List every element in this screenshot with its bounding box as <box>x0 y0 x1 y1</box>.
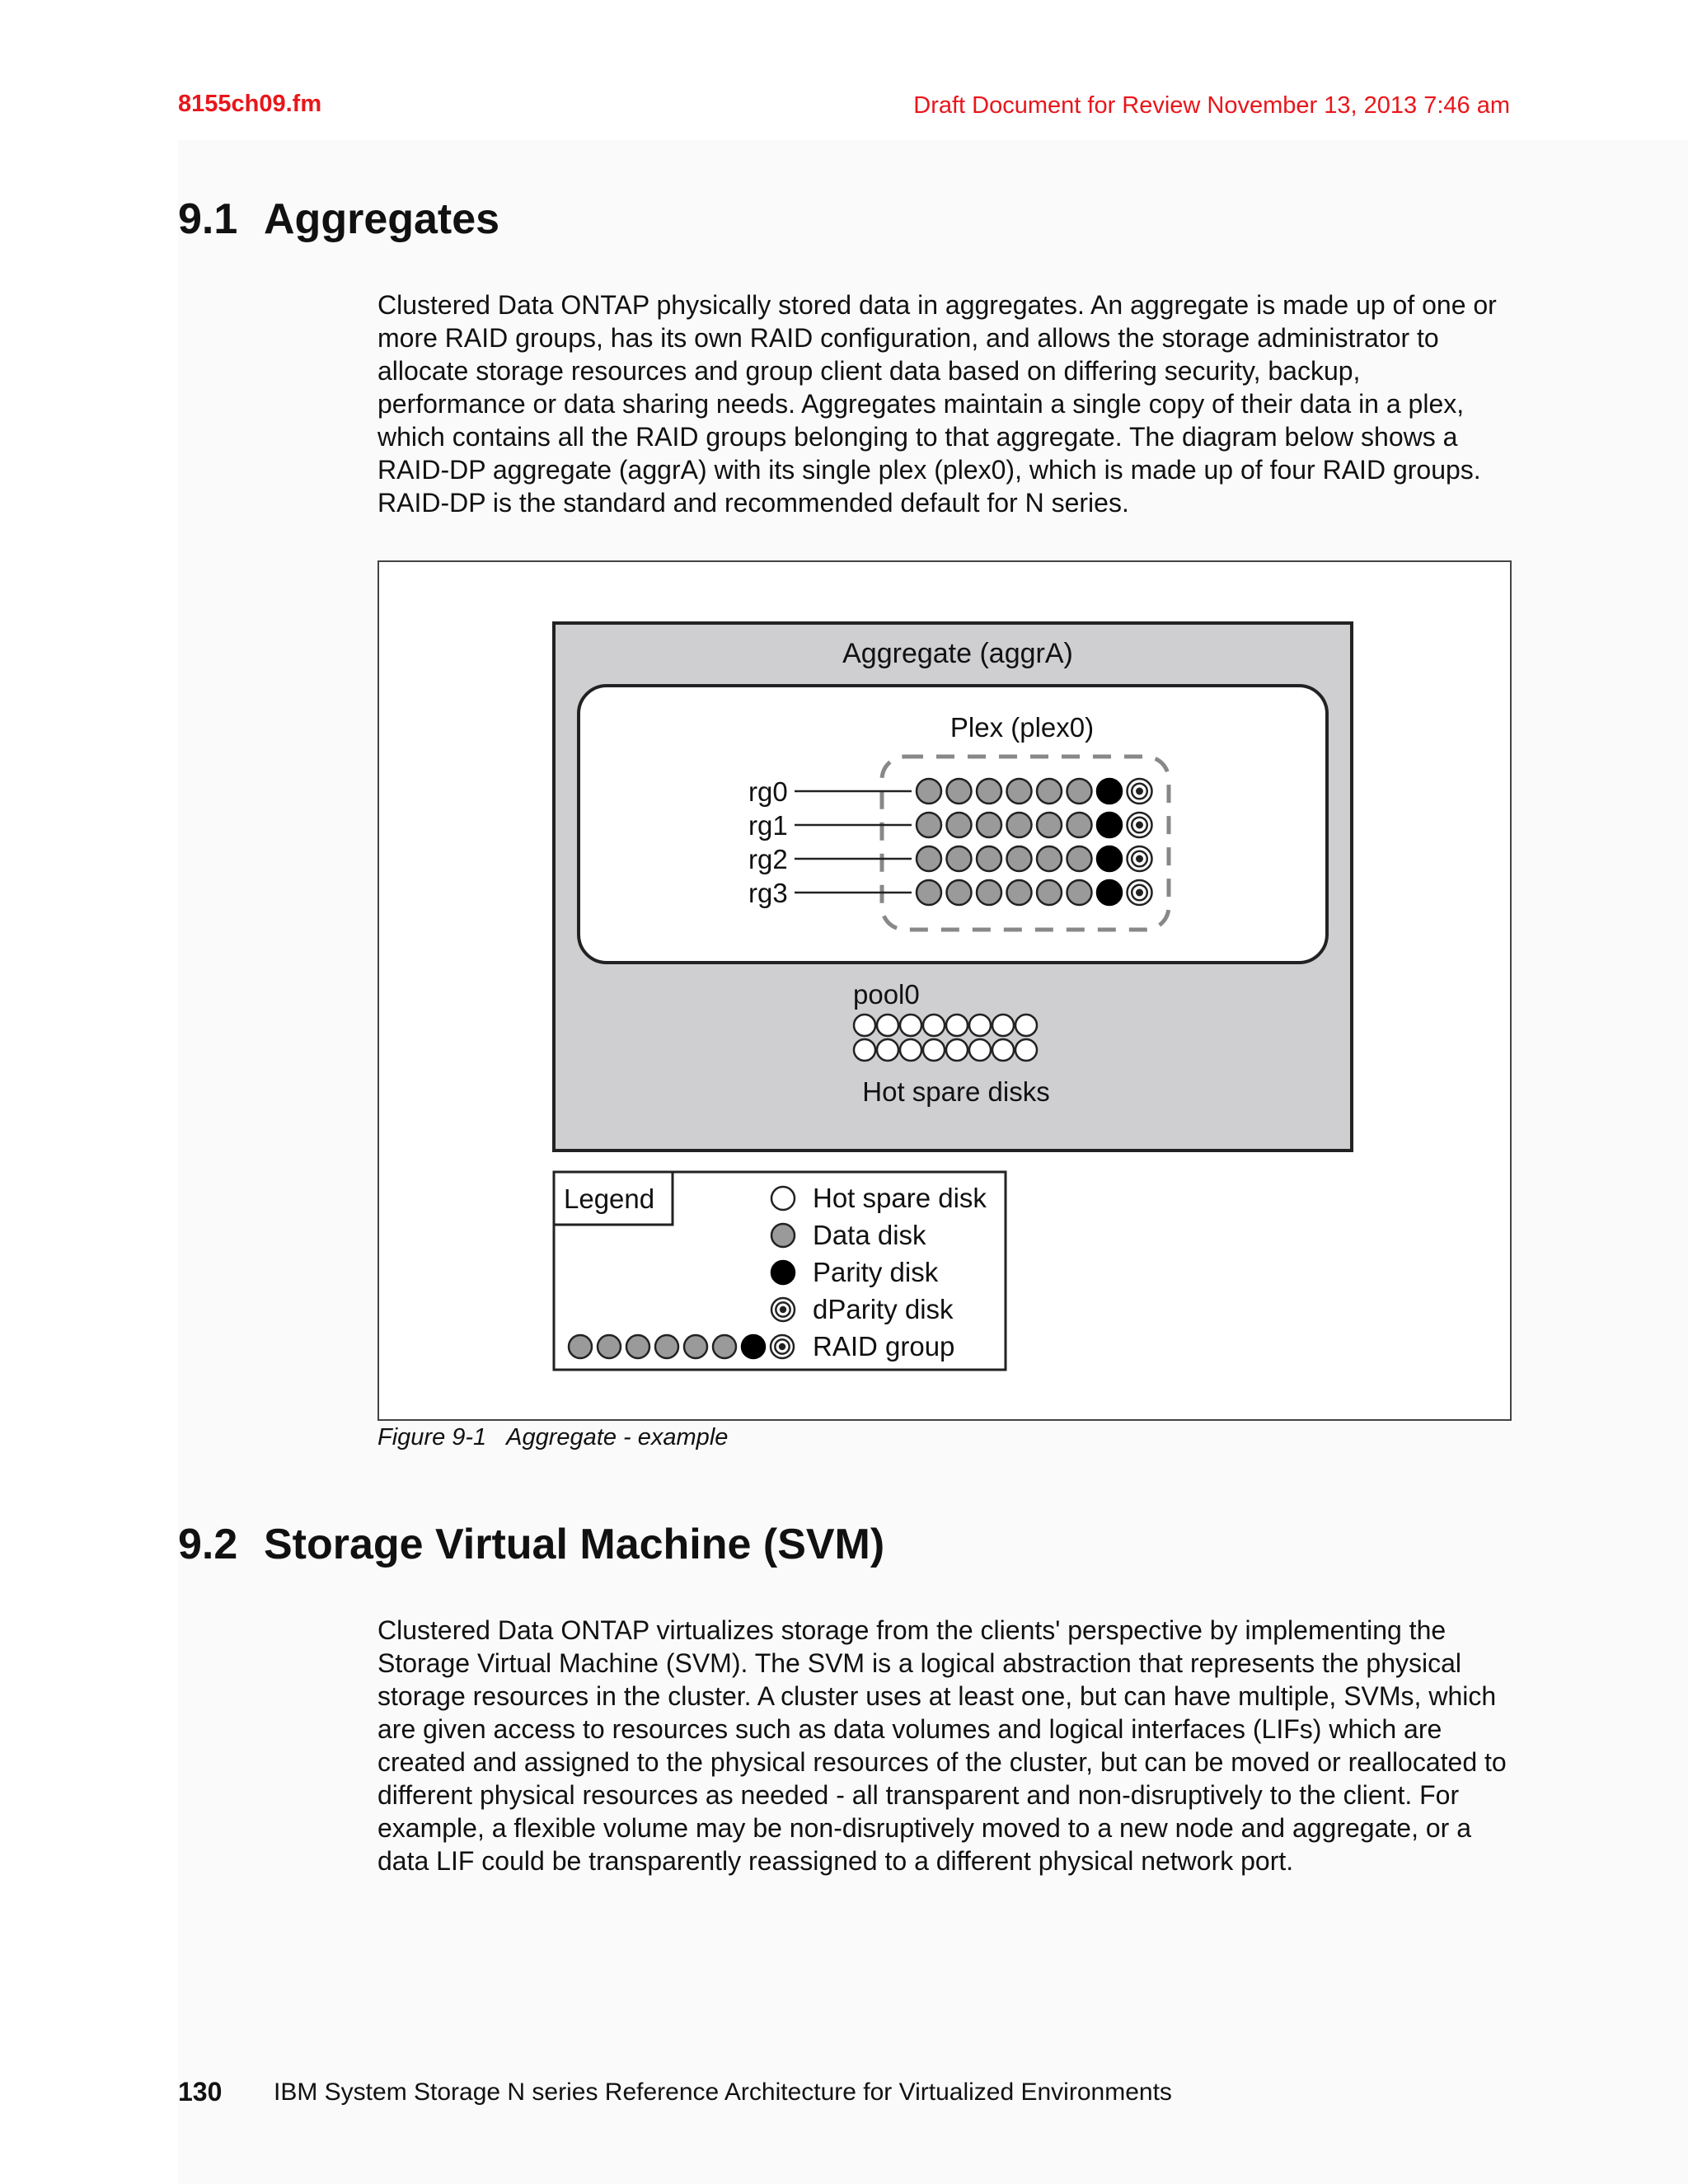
data-disk-icon <box>1007 813 1032 837</box>
hot-spare-disk-icon <box>877 1039 898 1061</box>
data-disk-icon <box>917 880 941 905</box>
figure-caption <box>377 1424 728 1451</box>
data-disk-icon <box>977 846 1001 871</box>
data-disk-icon <box>1067 880 1092 905</box>
svm-paragraph: Clustered Data ONTAP virtualizes storage from the clients' perspective by implementing the Storage Virtual Machine (SVM). The SVM is a logical abstraction that represents the physical storage resources in the cluster. A cluster uses at least one, but can have multiple, SVMs, which are given access to resources such as data volumes and logical interfaces (LIFs) which are created and assigned to the physical resources of the cluster, but can be moved or reallocated to different physical resources as needed - all transparent and non-disruptively to the client. For example, a flexible volume may be non-disruptively moved to a new node and aggregate, or a data LIF could be transparently reassigned to a different physical network port. <box>377 1615 1507 1876</box>
data-disk-icon <box>947 880 972 905</box>
parity-disk-icon <box>742 1335 765 1358</box>
hot-spare-disk-icon <box>1015 1015 1037 1036</box>
hot-spare-disk-icon <box>854 1039 875 1061</box>
data-disk-icon <box>598 1335 621 1358</box>
hot-spare-disk-icon <box>854 1015 875 1036</box>
hot-spare-disk-icon <box>969 1039 991 1061</box>
data-disk-icon <box>1007 880 1032 905</box>
pool-label: pool0 <box>853 979 920 1010</box>
section-title: Aggregates <box>264 195 500 243</box>
data-disk-icon <box>1067 813 1092 837</box>
legend-item-label: Hot spare disk <box>813 1183 987 1213</box>
header-filename: 8155ch09.fm <box>178 91 322 117</box>
figure-caption-text: Aggregate - example <box>506 1424 729 1451</box>
data-disk-icon <box>917 846 941 871</box>
data-disk-icon <box>684 1335 707 1358</box>
data-disk-icon <box>977 813 1001 837</box>
parity-disk-icon <box>1097 846 1122 871</box>
legend-item-label: Data disk <box>813 1220 926 1250</box>
data-disk-icon <box>569 1335 592 1358</box>
footer-book-title: IBM System Storage N series Reference Architecture for Virtualized Environments <box>274 2079 1172 2106</box>
section-title: Storage Virtual Machine (SVM) <box>264 1521 885 1568</box>
dparity-disk-icon <box>1128 813 1152 837</box>
legend-item-label: dParity disk <box>813 1294 954 1324</box>
parity-disk-icon <box>771 1261 795 1284</box>
hot-spare-disk-icon <box>923 1015 945 1036</box>
parity-disk-icon <box>1097 779 1122 804</box>
raid-group-label: rg3 <box>748 878 788 908</box>
data-disk-icon <box>977 779 1001 804</box>
hot-spare-label: Hot spare disks <box>862 1076 1050 1107</box>
data-disk-icon <box>713 1335 736 1358</box>
plex-label: Plex (plex0) <box>950 712 1095 743</box>
hot-spare-disk-icon <box>946 1039 968 1061</box>
data-disk-icon <box>947 846 972 871</box>
data-disk-icon <box>626 1335 649 1358</box>
aggregate-label: Aggregate (aggrA) <box>842 638 1073 669</box>
section-heading-aggregates <box>178 194 499 244</box>
dparity-disk-icon <box>1128 880 1152 905</box>
data-disk-icon <box>1007 779 1032 804</box>
hot-spare-disk-icon <box>900 1015 921 1036</box>
data-disk-icon <box>1067 779 1092 804</box>
aggregates-paragraph: Clustered Data ONTAP physically stored data in aggregates. An aggregate is made up of one or more RAID groups, has its own RAID configuration, and allows the storage administrator to allocate storage resources and group client data based on differing security, backup, performance or data sharing needs. Aggregates maintain a single copy of their data in a plex, which contains all the RAID groups belonging to that aggregate. The diagram below shows a RAID-DP aggregate (aggrA) with its single plex (plex0), which is made up of four RAID groups. RAID-DP is the standard and recommended default for N series. <box>377 290 1497 518</box>
data-disk-icon <box>1037 779 1062 804</box>
hot-spare-disk-icon <box>992 1015 1014 1036</box>
legend-title: Legend <box>564 1183 655 1214</box>
data-disk-icon <box>771 1224 795 1247</box>
data-disk-icon <box>917 779 941 804</box>
hot-spare-disk-icon <box>969 1015 991 1036</box>
raid-group-label: rg1 <box>748 810 788 841</box>
figure-label: Figure 9-1 <box>377 1424 487 1451</box>
legend-item-label: RAID group <box>813 1331 955 1361</box>
data-disk-icon <box>1037 813 1062 837</box>
data-disk-icon <box>947 779 972 804</box>
data-disk-icon <box>947 813 972 837</box>
dparity-disk-icon <box>1128 846 1152 871</box>
parity-disk-icon <box>1097 813 1122 837</box>
hot-spare-disk-icon <box>771 1187 795 1210</box>
hot-spare-disk-icon <box>992 1039 1014 1061</box>
data-disk-icon <box>1007 846 1032 871</box>
data-disk-icon <box>917 813 941 837</box>
dparity-disk-icon <box>771 1335 794 1358</box>
section-number: 9.1 <box>178 195 238 243</box>
data-disk-icon <box>1037 880 1062 905</box>
parity-disk-icon <box>1097 880 1122 905</box>
hot-spare-disk-icon <box>900 1039 921 1061</box>
raid-group-label: rg0 <box>748 776 788 807</box>
data-disk-icon <box>655 1335 678 1358</box>
legend-item-label: Parity disk <box>813 1257 939 1287</box>
hot-spare-disk-icon <box>877 1015 898 1036</box>
section-heading-svm <box>178 1520 884 1569</box>
data-disk-icon <box>1037 846 1062 871</box>
aggregate-diagram <box>379 562 1510 1419</box>
hot-spare-disk-icon <box>946 1015 968 1036</box>
section-number: 9.2 <box>178 1521 238 1568</box>
dparity-disk-icon <box>771 1298 795 1321</box>
data-disk-icon <box>1067 846 1092 871</box>
data-disk-icon <box>977 880 1001 905</box>
page-number: 130 <box>178 2077 223 2107</box>
dparity-disk-icon <box>1128 779 1152 804</box>
hot-spare-disk-icon <box>1015 1039 1037 1061</box>
raid-group-label: rg2 <box>748 844 788 874</box>
figure-frame <box>377 560 1512 1421</box>
header-draft-notice: Draft Document for Review November 13, 2013 7:46 am <box>913 92 1510 119</box>
hot-spare-disk-icon <box>923 1039 945 1061</box>
